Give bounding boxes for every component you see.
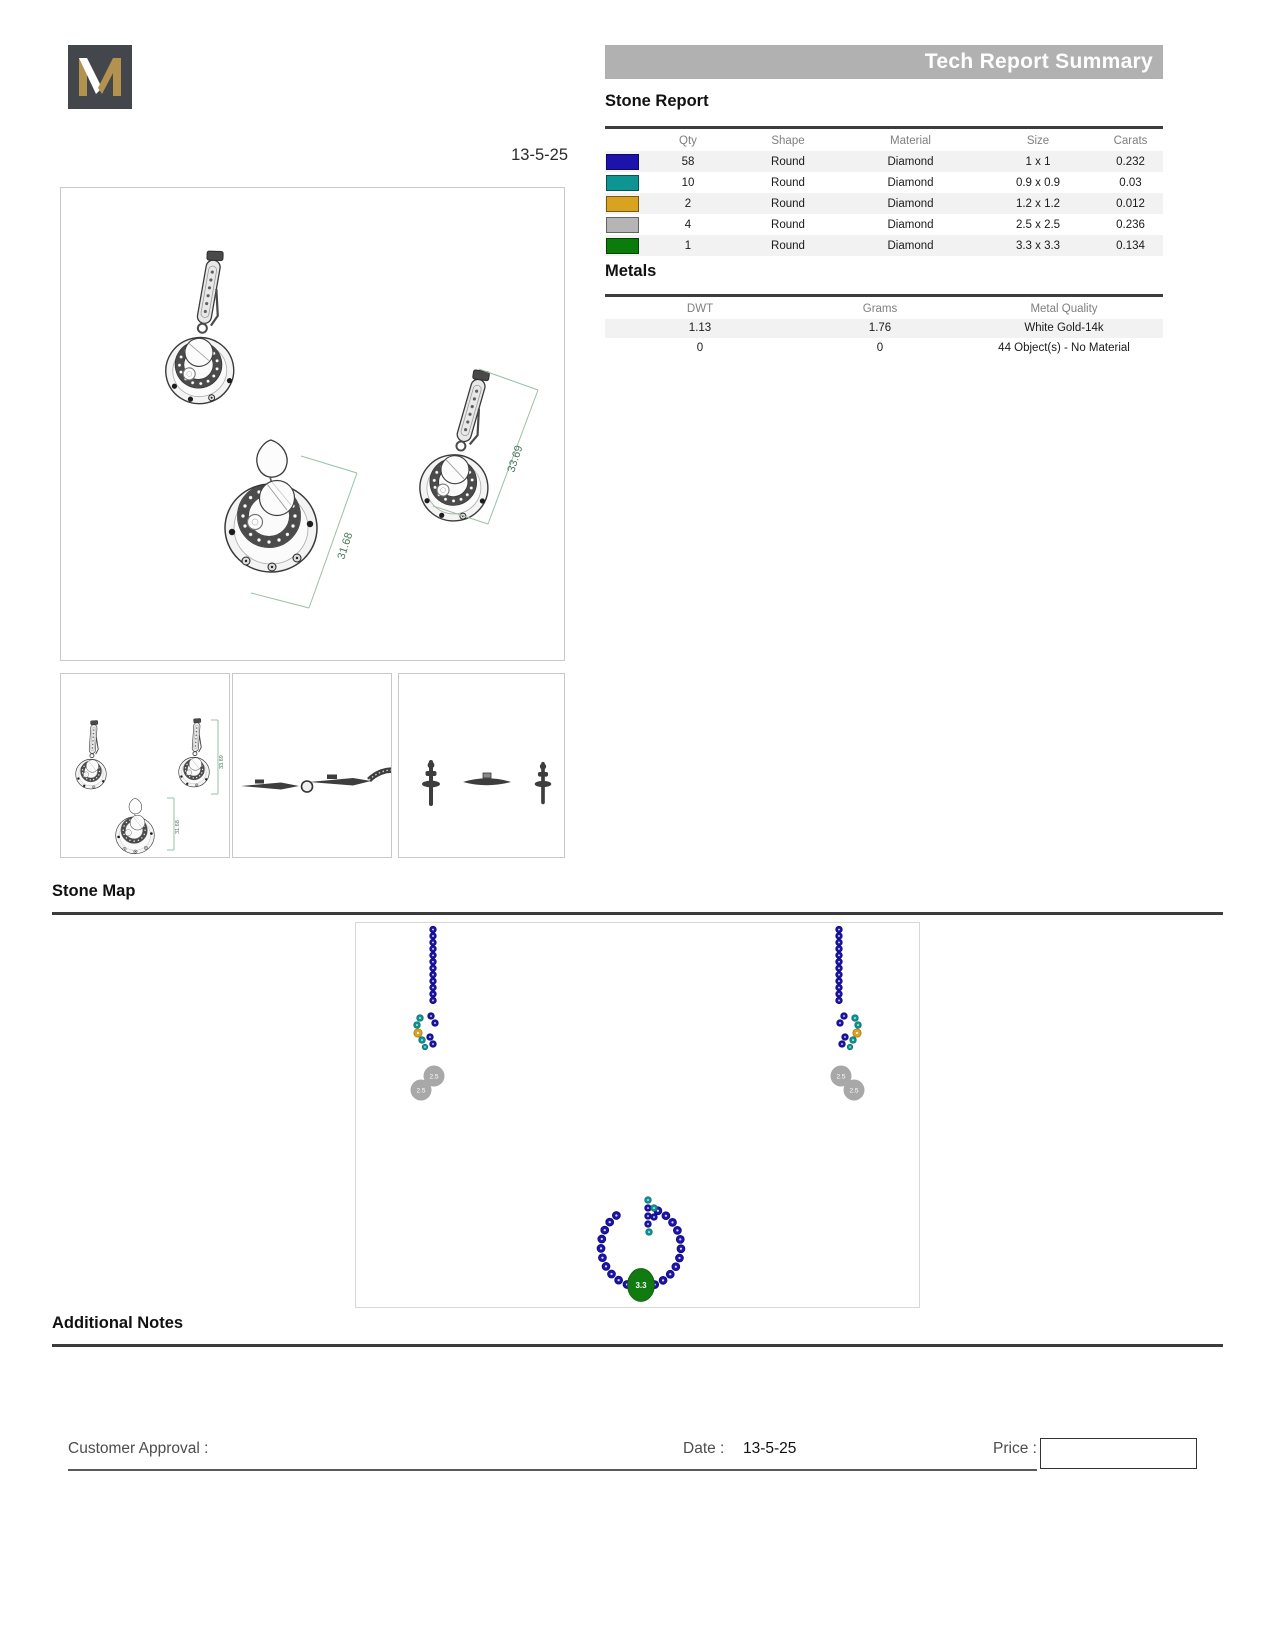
column-header-grams: Grams [862, 302, 898, 315]
cell-dwt: 0 [696, 341, 704, 354]
cell-qty: 58 [681, 155, 695, 168]
cell-shape: Round [771, 155, 805, 168]
cell-material: Diamond [887, 155, 934, 168]
cell-material: Diamond [887, 176, 934, 189]
cell-dwt: 1.13 [688, 322, 712, 335]
cell-qty: 2 [684, 197, 692, 210]
column-header-quality: Metal Quality [1030, 302, 1098, 315]
stone-report-table [605, 131, 1163, 256]
column-header-carats: Carats [1113, 135, 1148, 147]
column-header-size: Size [1026, 135, 1050, 147]
metals-row [605, 319, 1163, 339]
cell-carats: 0.134 [1116, 239, 1145, 252]
front-views-render [61, 674, 229, 857]
render-viewport [60, 187, 565, 661]
cell-shape: Round [771, 218, 805, 231]
gray-stone-label: 2.5 [429, 1073, 439, 1081]
metals-divider [605, 294, 1163, 297]
metals-header-row [605, 299, 1163, 319]
date-value: 13-5-25 [743, 1440, 797, 1457]
report-header-bar [605, 45, 1163, 79]
cell-size: 3.3 x 3.3 [1015, 239, 1061, 252]
price-box[interactable] [1040, 1438, 1197, 1469]
signature-line [68, 1469, 1037, 1471]
gray-stone-label: 2.5 [836, 1073, 846, 1081]
stone-color-swatch [606, 217, 639, 233]
cell-material: Diamond [887, 239, 934, 252]
cell-shape: Round [771, 197, 805, 210]
additional-notes-divider [52, 1344, 1223, 1347]
stone-table-row [605, 214, 1163, 235]
brand-logo-letter-m [77, 56, 123, 98]
cell-carats: 0.236 [1116, 218, 1145, 231]
column-header-shape: Shape [771, 135, 805, 147]
report-title: Tech Report Summary [924, 50, 1153, 73]
cell-size: 1 x 1 [1025, 155, 1051, 168]
cell-grams: 1.76 [868, 322, 892, 335]
price-label: Price : [993, 1440, 1037, 1457]
date-label: Date : [683, 1440, 725, 1457]
dimension-label: 33.69 [219, 755, 225, 769]
brand-logo [68, 45, 132, 109]
design-date: 13-5-25 [511, 146, 568, 164]
stone-color-swatch [606, 196, 639, 212]
thumbnail-panel-front-views [60, 673, 230, 858]
stone-report-heading: Stone Report [605, 92, 709, 110]
dimension-label: 31.68 [335, 531, 356, 561]
cell-qty: 10 [681, 176, 695, 189]
jewelry-render [61, 188, 564, 660]
thumbnail-panel-profile-views [398, 673, 565, 858]
column-header-dwt: DWT [686, 302, 714, 315]
cell-qty: 4 [684, 218, 692, 231]
cell-carats: 0.232 [1116, 155, 1145, 168]
stone-map-dots [411, 926, 865, 1291]
dimension-label: 33.69 [505, 444, 526, 474]
cell-shape: Round [771, 239, 805, 252]
metals-row [605, 338, 1163, 358]
earring-render-right [408, 366, 510, 525]
cell-grams: 0 [876, 341, 884, 354]
cell-quality: 44 Object(s) - No Material [998, 341, 1130, 354]
thumbnail-panel-side-views [232, 673, 392, 858]
pendant-render [225, 440, 317, 572]
gray-stone-label: 2.5 [416, 1087, 426, 1095]
stone-color-swatch [606, 238, 639, 254]
cell-size: 2.5 x 2.5 [1015, 218, 1061, 231]
stone-map-canvas [356, 923, 919, 1307]
dimension-label: 31.68 [175, 820, 181, 834]
stone-color-swatch [606, 175, 639, 191]
profile-views-render [399, 674, 564, 857]
stone-map-divider [52, 912, 1223, 915]
earring-render-left [142, 245, 258, 410]
side-views-render [233, 674, 391, 857]
cell-material: Diamond [887, 197, 934, 210]
cell-quality: White Gold-14k [1024, 322, 1104, 335]
cell-carats: 0.012 [1116, 197, 1145, 210]
stone-color-swatch [606, 154, 639, 170]
green-stone-label: 3.3 [635, 1281, 647, 1290]
gray-stone-label: 2.5 [849, 1087, 859, 1095]
metals-table [605, 299, 1163, 358]
cell-carats: 0.03 [1119, 176, 1142, 189]
stone-table-row [605, 151, 1163, 172]
cell-size: 1.2 x 1.2 [1015, 197, 1061, 210]
stone-table-row [605, 235, 1163, 256]
stone-table-row [605, 172, 1163, 193]
cell-material: Diamond [887, 218, 934, 231]
column-header-qty: Qty [679, 135, 697, 147]
metals-heading: Metals [605, 262, 657, 280]
additional-notes-heading: Additional Notes [52, 1314, 184, 1332]
stone-report-divider [605, 126, 1163, 129]
stone-map-box [355, 922, 920, 1308]
cell-qty: 1 [684, 239, 692, 252]
cell-size: 0.9 x 0.9 [1015, 176, 1061, 189]
column-header-material: Material [890, 135, 931, 147]
customer-approval-label: Customer Approval : [68, 1440, 209, 1457]
stone-table-header-row [605, 131, 1163, 151]
stone-table-row [605, 193, 1163, 214]
cell-shape: Round [771, 176, 805, 189]
stone-map-heading: Stone Map [52, 882, 136, 900]
